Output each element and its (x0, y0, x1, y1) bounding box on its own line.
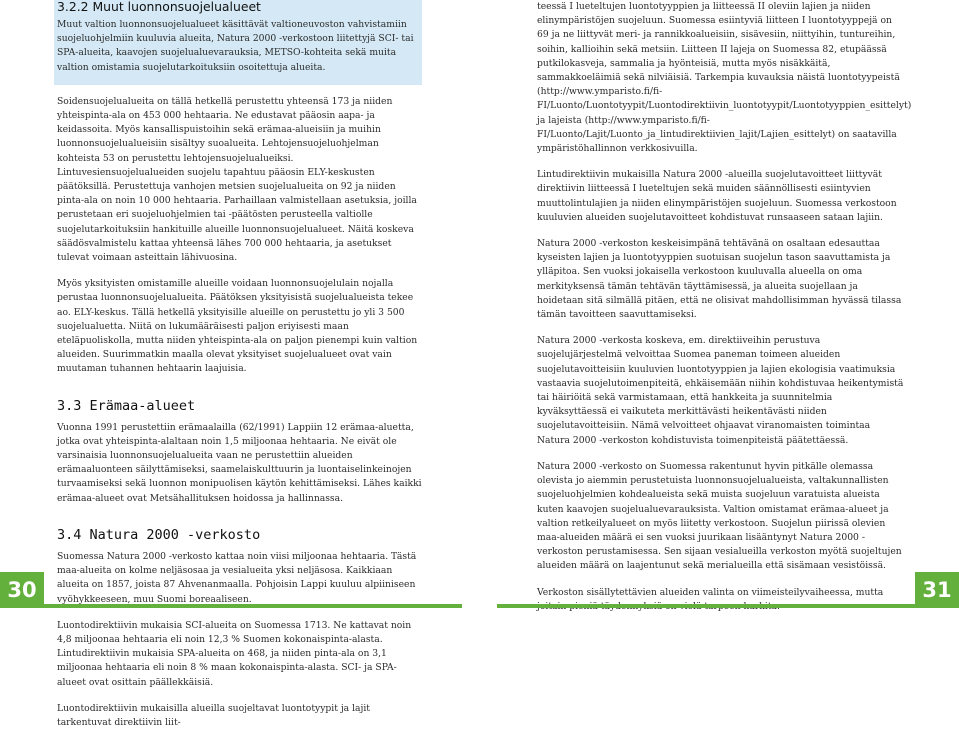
right-column (537, 0, 912, 626)
page-number-right: 31 (915, 572, 959, 608)
body-paragraph: Luontodirektiivin mukaisilla alueilla suojeltavat luontotyypit ja lajit tarkentuvat direktiivin liit- (57, 702, 370, 728)
body-paragraph: Natura 2000 -verkoston keskeisimpänä tehtävänä on osaltaan edesauttaa kyseisten lajien ja luontotyyppien suotuisan suojelun tason saavuttamista ja ylläpitoa. Sen vuoksi jokaisella verkostoon kuuluvalla alueella on oma merkityksensä tämän tehtävän täyttämisessä, ja alueita suojellaan ja hoidetaan sitä silmällä pitäen, että ne olisivat mahdollisimman hyvässä tilassa tämän tavoitteen saavuttamiseksi. (537, 238, 902, 321)
left-column (57, 0, 422, 742)
body-paragraph: Soidensuojelualueita on tällä hetkellä perustettu yhteensä 173 ja niiden yhteispinta-ala on 453 000 hehtaaria. Ne edustavat pääosin aapa- ja keidassoita. Myös kansallispuistoihin sekä erämaa-alueisiin ja muihin luonnonsuojelualueisiin sisältyy suoalueita. Lehtojensuojeluohjelman kohteista 53 on perustettu lehtojensuojelualueiksi. Lintuvesiensuojelualueiden suojelu tapahtuu pääosin ELY-keskusten päätöksillä. Perustettuja vanhojen metsien suojelualueita on 92 ja niiden pinta-ala on noin 10 000 hehtaaria. Parhaillaan valmistellaan asetuksia, joilla perustetaan eri suojeluohjelmien tai -päätösten perusteella valtiolle suojelutarkoituksiin hankituille alueille luonnonsuojelualueet. Näitä koskeva säädösvalmistelu kattaa yhteensä lähes 700 000 hehtaaria, ja asetukset tulevat voimaan asteittain lähivuosina. (57, 95, 417, 264)
intro-paragraph: Muut valtion luonnonsuojelualueet käsittävät valtioneuvoston vahvistamiin suojeluohjelmiin kuuluvia alueita, Natura 2000 -verkostoon liitettyjä SCI- tai SPA-alueita, kaavojen suojelualuevarauksia, METSO-kohteita sekä muita valtion omistamia suojelutarkoituksiin osoitettuja alueita. (57, 19, 414, 73)
body-paragraph: Myös yksityisten omistamille alueille voidaan luonnonsuojelulain nojalla perustaa luonnonsuojelualueita. Päätöksen yksityisistä suojelualueista tekee ao. ELY-keskus. Tällä hetkellä yksityisille alueille on perustettu jo yli 3 500 suojelualuetta. Niitä on lukumääräisesti paljon eriyisesti maan eteläpuoliskolla, mutta niiden yhteispinta-ala on paljon pienempi kuin valtion alueiden. Suurimmatkin maalla olevat yksityiset suojelualueet ovat vain muutaman tuhannen hehtaarin laajuisia. (57, 278, 418, 375)
page-footer-bar (497, 604, 915, 608)
intro-section (54, 0, 422, 85)
body-paragraph: Luontodirektiivin mukaisia SCI-alueita on Suomessa 1713. Ne kattavat noin 4,8 miljoonaa hehtaaria eli noin 12,3 % Suomen kokonaispinta-alasta. Lintudirektiivin mukaisia SPA-alueita on 468, ja niiden pinta-ala on 3,1 miljoonaa hehtaaria eli noin 8 % maan kokonaispinta-alasta. SCI- ja SPA-alueet ovat osittain päällekkäisiä. (57, 619, 412, 688)
body-paragraph: Verkoston sisällytettävien alueiden valinta on viimeisteilyvaiheessa, mutta (537, 586, 884, 598)
body-paragraph: teessä I lueteltujen luontotyyppien ja liitteessä II oleviin lajien ja niiden elinympäristöjen suojeluun. Suomessa esiintyviä liitteen I luontotyyppejä on 69 ja ne liittyvät meri- ja rannikkoalueisiin, sisävesiin, niittyihin, tuntureihin, soihin, kallioihin sekä metsiin. Liitteen II lajeja on Suomessa 82, etupäässä putkilokasveja, sammalia ja hyönteisiä, mutta myös nisäkkäitä, sammakkoeläimiä sekä nilviäisiä. Tarkempia kuvauksia näistä luontotyypeistä (http://www.ymparisto.fi/fi-FI/Luonto/Luontotyypit/Luontodirektiivin_luontotyypit/Luontotyyppien_esittelyt) ja lajeista (http://www.ymparisto.fi/fi-FI/Luonto/Lajit/Luonto_ja_lintudirektiivien_lajit/Lajien_esittelyt) on saatavilla ympäristöhallinnon verkkosivuilla. (537, 1, 912, 155)
body-paragraph: Lintudirektiivin mukaisilla Natura 2000 -alueilla suojelutavoitteet liittyvät direktiivin liitteessä I lueteltujen sekä muiden säännöllisesti esiintyvien muuttolintulajien ja niiden elinympäristöjen suojeluun. Suomessa verkostoon kuuluvien alueiden suojelutavoitteet kohdistuvat runsaaseen sataan lajiin. (537, 169, 897, 223)
page-number-left: 30 (0, 572, 44, 608)
body-paragraph: Natura 2000 -verkosta koskeva, em. direktiiveihin perustuva suojelujärjestelmä velvoittaa Suomea paneman toimeen alueiden suojelutavoitteisiin kuuluvien luontotyyppien ja lajien ekologisia vaatimuksia vastaavia suojelutoimenpiteitä, ehkäisemään niihin kohdistuvaa heikentymistä tai häiriöitä sekä varmistamaan, että hankkeita ja suunnitelmia kyväksyttäessä ei vaikuteta merkittävästi heikentävästi niiden suojelutavoitteisiin. Nämä velvoitteet ohjaavat viranomaisten toimintaa Natura 2000 -verkoston kohdistuvista toimenpiteistä päätettäessä. (537, 335, 904, 446)
section-heading-eramaa: 3.3 Erämaa-alueet (57, 397, 196, 414)
body-paragraph: Suomessa Natura 2000 -verkosto kattaa noin viisi miljoonaa hehtaaria. Tästä maa-alueita on kolme neljäsosaa ja vesialueita yksi neljäsosa. Kaikkiaan alueita on 1857, joista 87 Ahvenanmaalla. Pohjoisin Lappi kuuluu alpiiniseen vyöhykkeeseen, muu Suomi boreaaliseen. (57, 550, 417, 605)
section-heading-muut-suojelualueet: 3.2.2 Muut luonnonsuojelualueet (57, 0, 261, 14)
section-heading-natura: 3.4 Natura 2000 -verkosto (57, 526, 261, 543)
body-paragraph: Vuonna 1991 perustettiin erämaalailla (62/1991) Lappiin 12 erämaa-aluetta, jotka ovat yhteispinta-alaltaan noin 1,5 miljoonaa hehtaaria. Ne eivät ole varsinaisia luonnonsuojelualueita vaan ne perustettiin alueiden erämaaluonteen säilyttämiseksi, saamelaiskulttuurin ja luontaiselinkeinojen turvaamiseksi sekä luonnon monipuolisen käytön kehittämiseksi. Lähes kaikki erämaa-alueet ovat Metsähallituksen hoidossa ja hallinnassa. (57, 421, 422, 504)
page-footer-bar (44, 604, 462, 608)
body-paragraph: Natura 2000 -verkosto on Suomessa rakentunut hyvin pitkälle olemassa olevista jo aiemmin perustetuista luonnonsuojelualueista, valtakunnallisten suojeluohjelmien kohdealueista sekä muista suojeluun varatuista alueista kuten kaavojen suojelualuevarauksista. Valtion omistamat erämaa-alueet ja valtion retkeilyalueet on myös liitetty verkostoon. Suojelun piirissä olevien maa-alueiden määrä ei sen vuoksi juurikaan lisääntynyt Natura 2000 -verkoston perustamisessa. Sen sijaan vesialueilla verkoston myötä suojeltujen alueiden määrä on laajentunut sekä merialueilla että sisämaan vesistöissä. (537, 460, 902, 572)
